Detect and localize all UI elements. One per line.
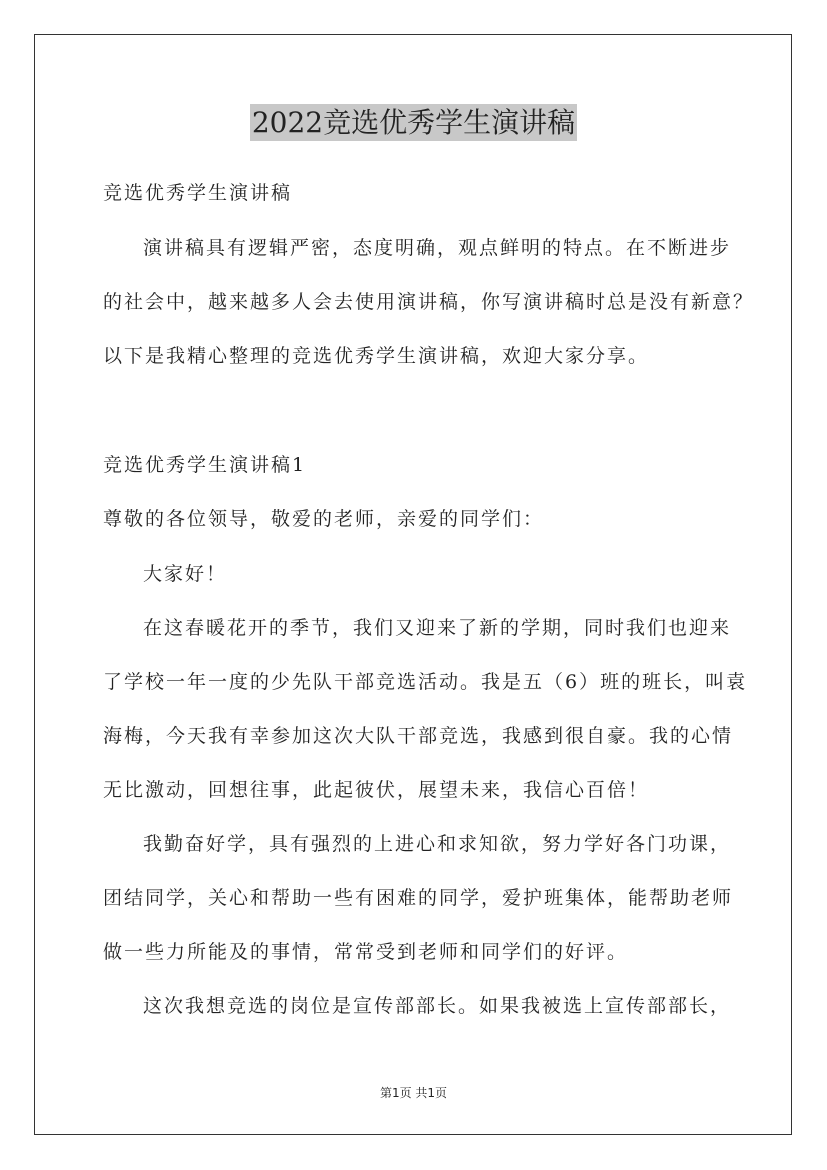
paragraph-line: 海梅，今天我有幸参加这次大队干部竞选，我感到很自豪。我的心情 bbox=[103, 725, 734, 747]
paragraph-line: 了学校一年一度的少先队干部竞选活动。我是五（6）班的班长，叫袁 bbox=[103, 671, 748, 693]
salutation-line: 尊敬的各位领导，敬爱的老师，亲爱的同学们： bbox=[103, 508, 545, 530]
paragraph-line: 做一些力所能及的事情，常常受到老师和同学们的好评。 bbox=[103, 941, 629, 963]
paragraph-line: 在这春暖花开的季节，我们又迎来了新的学期，同时我们也迎来 bbox=[143, 617, 732, 639]
paragraph-line: 的社会中，越来越多人会去使用演讲稿，你写演讲稿时总是没有新意？ bbox=[103, 291, 755, 313]
paragraph-line: 无比激动，回想往事，此起彼伏，展望未来，我信心百倍！ bbox=[103, 779, 650, 801]
section-heading: 竞选优秀学生演讲稿1 bbox=[103, 454, 307, 476]
page-footer: 第1页 共1页 bbox=[379, 1086, 448, 1100]
document-title-text: 2022竞选优秀学生演讲稿 bbox=[251, 106, 576, 139]
paragraph-line: 演讲稿具有逻辑严密，态度明确，观点鲜明的特点。在不断进步 bbox=[143, 237, 732, 259]
paragraph-line: 我勤奋好学，具有强烈的上进心和求知欲，努力学好各门功课， bbox=[143, 833, 732, 855]
paragraph-line: 团结同学，关心和帮助一些有困难的同学，爱护班集体，能帮助老师 bbox=[103, 887, 734, 909]
document-title bbox=[0, 104, 827, 142]
paragraph-line: 以下是我精心整理的竞选优秀学生演讲稿，欢迎大家分享。 bbox=[103, 345, 650, 367]
paragraph-line: 这次我想竞选的岗位是宣传部部长。如果我被选上宣传部部长， bbox=[143, 995, 732, 1017]
greeting-line: 大家好！ bbox=[143, 563, 228, 585]
subtitle-line: 竞选优秀学生演讲稿 bbox=[103, 182, 293, 204]
